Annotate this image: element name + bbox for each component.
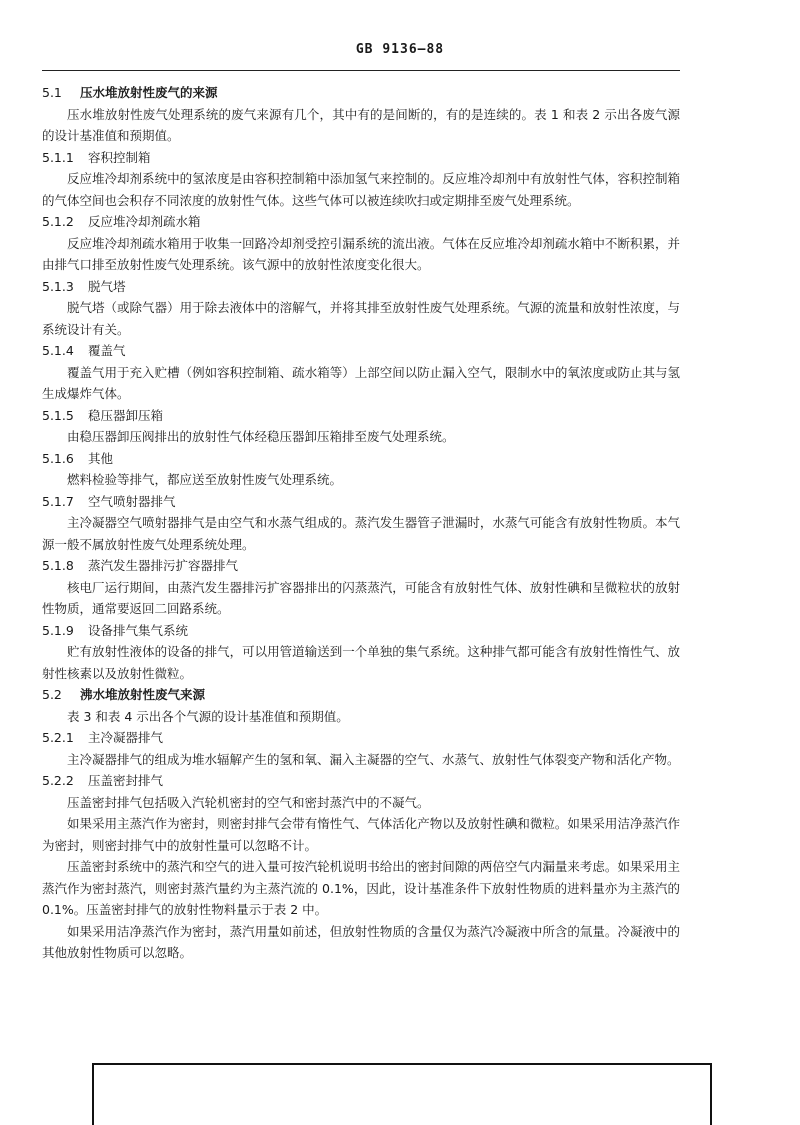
section-title: 脱气塔 [88, 278, 126, 294]
section-heading-5-1-1 [42, 147, 680, 169]
section-title: 容积控制箱 [88, 149, 151, 165]
section-heading-5-1-2 [42, 211, 680, 233]
paragraph: 主冷凝器空气喷射器排气是由空气和水蒸气组成的。蒸汽发生器管子泄漏时，水蒸气可能含有放射性物质。本气源一般不属放射性废气处理系统处理。 [42, 515, 680, 552]
section-title: 其他 [88, 450, 114, 466]
paragraph: 燃料检验等排气，都应送至放射性废气处理系统。 [67, 472, 343, 487]
section-title: 稳压器卸压箱 [88, 407, 164, 423]
document-body [42, 82, 680, 964]
table-frame-top [92, 1063, 712, 1125]
section-heading-5-1-8 [42, 555, 680, 577]
section-number: 5.1.6 [42, 450, 74, 466]
paragraph: 压盖密封排气包括吸入汽轮机密封的空气和密封蒸汽中的不凝气。 [67, 794, 430, 810]
section-title: 覆盖气 [88, 343, 126, 358]
section-heading-5-1-6 [42, 448, 680, 470]
section-title: 空气喷射器排气 [88, 493, 176, 509]
section-heading-5-1-3 [42, 276, 680, 298]
section-number: 5.1.5 [42, 407, 74, 423]
section-heading-5-2-2 [42, 770, 680, 792]
section-heading-5-2-1 [42, 727, 680, 749]
paragraph: 反应堆冷却剂系统中的氢浓度是由容积控制箱中添加氢气来控制的。反应堆冷却剂中有放射性气体，容积控制箱的气体空间也会积存不同浓度的放射性气体。这些气体可以被连续吹扫或定期排至废气处理系统。 [42, 171, 680, 208]
paragraph: 核电厂运行期间，由蒸汽发生器排污扩容器排出的闪蒸蒸汽，可能含有放射性气体、放射性碘和呈微粒状的放射性物质，通常要返回二回路系统。 [42, 579, 680, 616]
section-number: 5.2 [42, 687, 62, 702]
paragraph: 由稳压器卸压阀排出的放射性气体经稳压器卸压箱排至废气处理系统。 [67, 429, 455, 444]
section-heading-5-1-7 [42, 491, 680, 513]
section-title: 蒸汽发生器排污扩容器排气 [88, 558, 239, 573]
section-number: 5.1.3 [42, 278, 74, 294]
paragraph: 主冷凝器排气的组成为堆水辐解产生的氢和氧、漏入主凝器的空气、水蒸气、放射性气体裂变产物和活化产物。 [67, 751, 680, 767]
paragraph: 压水堆放射性废气处理系统的废气来源有几个，其中有的是间断的，有的是连续的。表 1 和表 2 示出各废气源的设计基准值和预期值。 [42, 106, 680, 143]
section-heading-5-2 [42, 684, 680, 706]
section-heading-5-1-5 [42, 405, 680, 427]
paragraph: 如果采用洁净蒸汽作为密封，蒸汽用量如前述，但放射性物质的含量仅为蒸汽冷凝液中所含的氚量。冷凝液中的其他放射性物质可以忽略。 [42, 923, 680, 960]
section-heading-5-1 [42, 82, 680, 104]
paragraph: 贮有放射性液体的设备的排气，可以用管道输送到一个单独的集气系统。这种排气都可能含有放射性惰性气、放射性核素以及放射性微粒。 [42, 644, 680, 681]
section-number: 5.1.2 [42, 214, 74, 229]
document-code-header: GB 9136—88 [355, 42, 445, 57]
section-heading-5-1-4 [42, 340, 680, 362]
section-title: 设备排气集气系统 [88, 622, 189, 638]
section-title: 主冷凝器排气 [88, 730, 164, 745]
paragraph: 压盖密封系统中的蒸汽和空气的进入量可按汽轮机说明书给出的密封间隙的两倍空气内漏量来考虑。如果采用主蒸汽作为密封蒸汽，则密封蒸汽量约为主蒸汽流的 0.1%，因此，设计基准条件下放射性物质的进料量亦为主蒸汽的 0.1%。压盖密封排气的放射性物料量示于表 2 中。 [42, 859, 680, 917]
section-title: 反应堆冷却剂疏水箱 [88, 214, 201, 229]
section-number: 5.1.4 [42, 343, 74, 358]
paragraph: 如果采用主蒸汽作为密封，则密封排气会带有惰性气、气体活化产物以及放射性碘和微粒。如果采用洁净蒸汽作为密封，则密封排气中的放射性量可以忽略不计。 [42, 816, 680, 853]
section-number: 5.1.1 [42, 149, 74, 165]
section-number: 5.1 [42, 85, 62, 100]
header-rule [42, 70, 680, 71]
section-title: 压盖密封排气 [88, 773, 164, 788]
paragraph: 覆盖气用于充入贮槽（例如容积控制箱、疏水箱等）上部空间以防止漏入空气，限制水中的氧浓度或防止其与氢生成爆炸气体。 [42, 364, 680, 401]
paragraph: 表 3 和表 4 示出各个气源的设计基准值和预期值。 [67, 708, 349, 724]
section-number: 5.2.1 [42, 730, 74, 745]
section-heading-5-1-9 [42, 620, 680, 642]
section-title: 压水堆放射性废气的来源 [80, 85, 218, 100]
section-number: 5.2.2 [42, 773, 74, 788]
section-number: 5.1.7 [42, 493, 74, 509]
section-number: 5.1.9 [42, 622, 74, 638]
paragraph: 脱气塔（或除气器）用于除去液体中的溶解气，并将其排至放射性废气处理系统。气源的流量和放射性浓度，与系统设计有关。 [42, 300, 680, 337]
section-title: 沸水堆放射性废气来源 [80, 687, 206, 702]
section-number: 5.1.8 [42, 558, 74, 573]
paragraph: 反应堆冷却剂疏水箱用于收集一回路冷却剂受控引漏系统的流出液。气体在反应堆冷却剂疏水箱中不断积累，并由排气口排至放射性废气处理系统。该气源中的放射性浓度变化很大。 [42, 235, 680, 272]
